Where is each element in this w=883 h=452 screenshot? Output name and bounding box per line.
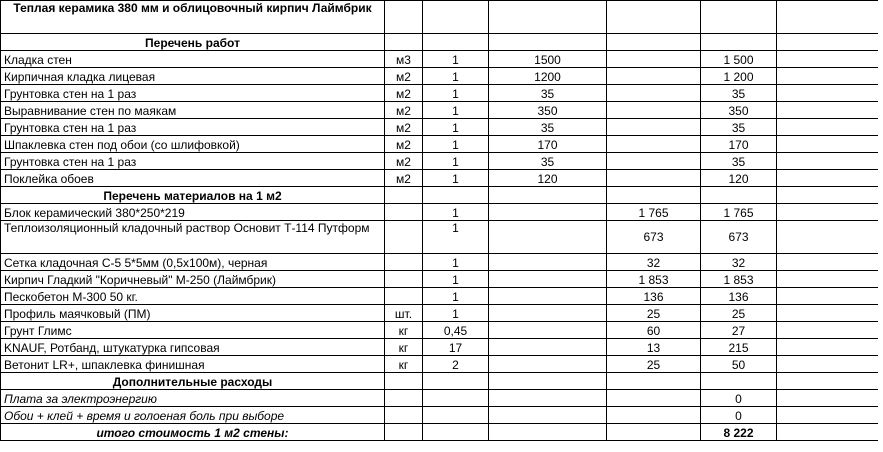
table-row xyxy=(1,153,878,170)
empty-cell[interactable] xyxy=(385,390,423,407)
material-cost[interactable]: 32 xyxy=(607,254,701,271)
empty-cell[interactable] xyxy=(607,170,701,187)
empty-cell[interactable] xyxy=(385,187,423,204)
work-unit[interactable]: м2 xyxy=(385,85,423,102)
empty-cell[interactable] xyxy=(701,34,777,51)
empty-cell[interactable] xyxy=(777,221,878,254)
empty-cell[interactable] xyxy=(607,136,701,153)
material-total[interactable]: 32 xyxy=(701,254,777,271)
section-header-row xyxy=(1,34,878,51)
material-name[interactable]: Ветонит LR+, шпаклевка финишная xyxy=(1,356,385,373)
table-row xyxy=(1,136,878,153)
title-row xyxy=(1,1,878,34)
empty-cell[interactable] xyxy=(385,1,423,34)
empty-cell[interactable] xyxy=(385,34,423,51)
empty-cell[interactable] xyxy=(777,373,878,390)
empty-cell[interactable] xyxy=(489,204,607,221)
work-qty[interactable]: 1 xyxy=(423,51,489,68)
section-header-extra[interactable]: Дополнительные расходы xyxy=(1,373,385,390)
sheet-title[interactable]: Теплая керамика 380 мм и облицовочный кирпич Лаймбрик xyxy=(1,1,385,34)
work-unit[interactable]: м2 xyxy=(385,68,423,85)
section-header-row xyxy=(1,373,878,390)
material-cost[interactable]: 1 765 xyxy=(607,204,701,221)
empty-cell[interactable] xyxy=(607,390,701,407)
material-cost[interactable]: 136 xyxy=(607,288,701,305)
work-unit[interactable]: м3 xyxy=(385,51,423,68)
empty-cell[interactable] xyxy=(423,1,489,34)
material-total[interactable]: 50 xyxy=(701,356,777,373)
empty-cell[interactable] xyxy=(423,187,489,204)
work-name[interactable]: Выравнивание стен по маякам xyxy=(1,102,385,119)
work-qty[interactable]: 1 xyxy=(423,85,489,102)
empty-cell[interactable] xyxy=(607,373,701,390)
material-total[interactable]: 215 xyxy=(701,339,777,356)
empty-cell[interactable] xyxy=(489,305,607,322)
empty-cell[interactable] xyxy=(777,407,878,424)
work-name[interactable]: Кирпичная кладка лицевая xyxy=(1,68,385,85)
material-qty[interactable]: 1 xyxy=(423,271,489,288)
table-row xyxy=(1,170,878,187)
section-header-row xyxy=(1,187,878,204)
empty-cell[interactable] xyxy=(777,34,878,51)
material-cost[interactable]: 1 853 xyxy=(607,271,701,288)
material-cost[interactable]: 673 xyxy=(607,221,701,254)
table-row xyxy=(1,271,878,288)
empty-cell[interactable] xyxy=(607,1,701,34)
table-row xyxy=(1,390,878,407)
work-qty[interactable]: 1 xyxy=(423,68,489,85)
empty-cell[interactable] xyxy=(777,136,878,153)
total-row xyxy=(1,424,878,441)
empty-cell[interactable] xyxy=(777,339,878,356)
work-total[interactable]: 350 xyxy=(701,102,777,119)
empty-cell[interactable] xyxy=(607,102,701,119)
table-row xyxy=(1,322,878,339)
work-name[interactable]: Поклейка обоев xyxy=(1,170,385,187)
table-row xyxy=(1,288,878,305)
work-total[interactable]: 120 xyxy=(701,170,777,187)
table-row xyxy=(1,51,878,68)
material-unit[interactable] xyxy=(385,204,423,221)
empty-cell[interactable] xyxy=(777,271,878,288)
table-row xyxy=(1,254,878,271)
material-unit[interactable] xyxy=(385,221,423,254)
material-qty[interactable]: 1 xyxy=(423,305,489,322)
material-cost[interactable]: 60 xyxy=(607,322,701,339)
empty-cell[interactable] xyxy=(777,51,878,68)
empty-cell[interactable] xyxy=(423,373,489,390)
table-row xyxy=(1,407,878,424)
empty-cell[interactable] xyxy=(777,85,878,102)
empty-cell[interactable] xyxy=(777,1,878,34)
work-total[interactable]: 170 xyxy=(701,136,777,153)
empty-cell[interactable] xyxy=(489,390,607,407)
empty-cell[interactable] xyxy=(607,424,701,441)
empty-cell[interactable] xyxy=(423,390,489,407)
empty-cell[interactable] xyxy=(607,187,701,204)
work-name[interactable]: Шпаклевка стен под обои (со шлифовкой) xyxy=(1,136,385,153)
empty-cell[interactable] xyxy=(777,204,878,221)
work-name[interactable]: Грунтовка стен на 1 раз xyxy=(1,153,385,170)
material-qty[interactable]: 1 xyxy=(423,254,489,271)
empty-cell[interactable] xyxy=(607,119,701,136)
material-qty[interactable]: 17 xyxy=(423,339,489,356)
empty-cell[interactable] xyxy=(489,407,607,424)
material-total[interactable]: 1 765 xyxy=(701,204,777,221)
grand-total[interactable]: 8 222 xyxy=(701,424,777,441)
empty-cell[interactable] xyxy=(777,68,878,85)
table-row xyxy=(1,305,878,322)
material-unit[interactable] xyxy=(385,288,423,305)
empty-cell[interactable] xyxy=(489,288,607,305)
empty-cell[interactable] xyxy=(701,187,777,204)
material-cost[interactable]: 13 xyxy=(607,339,701,356)
material-cost[interactable]: 25 xyxy=(607,356,701,373)
work-qty[interactable]: 1 xyxy=(423,136,489,153)
material-unit[interactable] xyxy=(385,271,423,288)
empty-cell[interactable] xyxy=(777,119,878,136)
material-qty[interactable]: 1 xyxy=(423,288,489,305)
material-qty[interactable]: 0,45 xyxy=(423,322,489,339)
work-total[interactable]: 35 xyxy=(701,153,777,170)
work-name[interactable]: Кладка стен xyxy=(1,51,385,68)
empty-cell[interactable] xyxy=(777,170,878,187)
table-row xyxy=(1,356,878,373)
work-price[interactable]: 35 xyxy=(489,85,607,102)
empty-cell[interactable] xyxy=(701,1,777,34)
empty-cell[interactable] xyxy=(777,187,878,204)
material-unit[interactable]: шт. xyxy=(385,305,423,322)
material-name[interactable]: Пескобетон М-300 50 кг. xyxy=(1,288,385,305)
work-price[interactable]: 120 xyxy=(489,170,607,187)
empty-cell[interactable] xyxy=(423,407,489,424)
section-header-works[interactable]: Перечень работ xyxy=(1,34,385,51)
table-row xyxy=(1,102,878,119)
work-unit[interactable]: м2 xyxy=(385,153,423,170)
material-name[interactable]: Кирпич Гладкий "Коричневый" М-250 (Лаймбрик) xyxy=(1,271,385,288)
material-name[interactable]: Блок керамический 380*250*219 xyxy=(1,204,385,221)
work-price[interactable]: 35 xyxy=(489,153,607,170)
empty-cell[interactable] xyxy=(489,1,607,34)
work-price[interactable]: 1200 xyxy=(489,68,607,85)
material-unit[interactable] xyxy=(385,254,423,271)
empty-cell[interactable] xyxy=(777,356,878,373)
table-row xyxy=(1,68,878,85)
empty-cell[interactable] xyxy=(489,34,607,51)
empty-cell[interactable] xyxy=(385,424,423,441)
work-total[interactable]: 35 xyxy=(701,85,777,102)
work-name[interactable]: Грунтовка стен на 1 раз xyxy=(1,119,385,136)
empty-cell[interactable] xyxy=(777,322,878,339)
empty-cell[interactable] xyxy=(607,34,701,51)
empty-cell[interactable] xyxy=(385,373,423,390)
empty-cell[interactable] xyxy=(607,407,701,424)
material-qty[interactable]: 1 xyxy=(423,221,489,254)
work-unit[interactable]: м2 xyxy=(385,136,423,153)
table-row xyxy=(1,119,878,136)
total-label[interactable]: итого стоимость 1 м2 стены: xyxy=(1,424,385,441)
extra-total[interactable]: 0 xyxy=(701,407,777,424)
empty-cell[interactable] xyxy=(777,305,878,322)
material-total[interactable]: 136 xyxy=(701,288,777,305)
empty-cell[interactable] xyxy=(423,34,489,51)
material-total[interactable]: 1 853 xyxy=(701,271,777,288)
work-unit[interactable]: м2 xyxy=(385,170,423,187)
empty-cell[interactable] xyxy=(607,85,701,102)
work-qty[interactable]: 1 xyxy=(423,102,489,119)
material-name[interactable]: KNAUF, Ротбанд, штукатурка гипсовая xyxy=(1,339,385,356)
work-total[interactable]: 1 500 xyxy=(701,51,777,68)
empty-cell[interactable] xyxy=(777,153,878,170)
work-price[interactable]: 1500 xyxy=(489,51,607,68)
table-row xyxy=(1,85,878,102)
work-unit[interactable]: м2 xyxy=(385,119,423,136)
material-name[interactable]: Профиль маячковый (ПМ) xyxy=(1,305,385,322)
work-qty[interactable]: 1 xyxy=(423,170,489,187)
work-unit[interactable]: м2 xyxy=(385,102,423,119)
empty-cell[interactable] xyxy=(385,407,423,424)
empty-cell[interactable] xyxy=(489,339,607,356)
material-cost[interactable]: 25 xyxy=(607,305,701,322)
empty-cell[interactable] xyxy=(489,373,607,390)
empty-cell[interactable] xyxy=(777,390,878,407)
material-name[interactable]: Грунт Глимс xyxy=(1,322,385,339)
empty-cell[interactable] xyxy=(489,424,607,441)
material-unit[interactable]: кг xyxy=(385,339,423,356)
material-total[interactable]: 25 xyxy=(701,305,777,322)
extra-name[interactable]: Плата за электроэнергию xyxy=(1,390,385,407)
work-total[interactable]: 35 xyxy=(701,119,777,136)
empty-cell[interactable] xyxy=(489,187,607,204)
table-row xyxy=(1,221,878,254)
empty-cell[interactable] xyxy=(777,424,878,441)
empty-cell[interactable] xyxy=(607,153,701,170)
extra-total[interactable]: 0 xyxy=(701,390,777,407)
work-price[interactable]: 350 xyxy=(489,102,607,119)
empty-cell[interactable] xyxy=(489,254,607,271)
empty-cell[interactable] xyxy=(701,373,777,390)
material-unit[interactable]: кг xyxy=(385,356,423,373)
section-header-materials[interactable]: Перечень материалов на 1 м2 xyxy=(1,187,385,204)
material-total[interactable]: 673 xyxy=(701,221,777,254)
material-name[interactable]: Теплоизоляционный кладочный раствор Основит Т-114 Путформ xyxy=(1,221,385,254)
material-name[interactable]: Сетка кладочная С-5 5*5мм (0,5х100м), черная xyxy=(1,254,385,271)
table-row xyxy=(1,339,878,356)
work-qty[interactable]: 1 xyxy=(423,119,489,136)
empty-cell[interactable] xyxy=(777,254,878,271)
empty-cell[interactable] xyxy=(489,322,607,339)
material-qty[interactable]: 1 xyxy=(423,204,489,221)
empty-cell[interactable] xyxy=(489,271,607,288)
material-qty[interactable]: 2 xyxy=(423,356,489,373)
work-name[interactable]: Грунтовка стен на 1 раз xyxy=(1,85,385,102)
empty-cell[interactable] xyxy=(777,288,878,305)
empty-cell[interactable] xyxy=(489,221,607,254)
work-price[interactable]: 170 xyxy=(489,136,607,153)
empty-cell[interactable] xyxy=(607,68,701,85)
material-total[interactable]: 27 xyxy=(701,322,777,339)
table-row xyxy=(1,204,878,221)
work-qty[interactable]: 1 xyxy=(423,153,489,170)
material-unit[interactable]: кг xyxy=(385,322,423,339)
empty-cell[interactable] xyxy=(607,51,701,68)
work-total[interactable]: 1 200 xyxy=(701,68,777,85)
empty-cell[interactable] xyxy=(423,424,489,441)
empty-cell[interactable] xyxy=(489,356,607,373)
extra-name[interactable]: Обои + клей + время и голоеная боль при выборе xyxy=(1,407,385,424)
empty-cell[interactable] xyxy=(777,102,878,119)
work-price[interactable]: 35 xyxy=(489,119,607,136)
